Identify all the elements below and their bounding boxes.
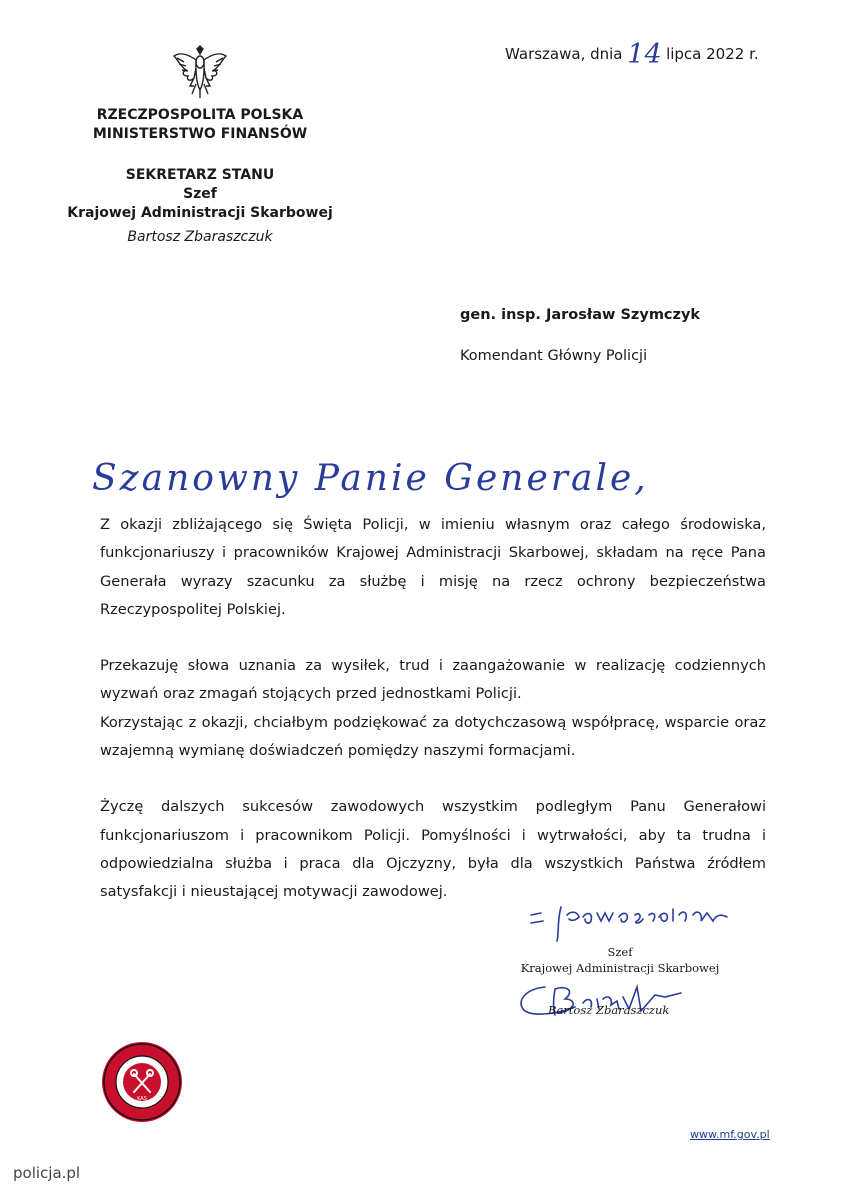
addressee-name: gen. insp. Jarosław Szymczyk (460, 307, 701, 323)
kas-seal-icon (100, 1040, 184, 1124)
sender-header (60, 166, 340, 223)
closing-handwritten (527, 895, 757, 943)
ministry-header (60, 106, 340, 144)
paragraph-1: Z okazji zbliżającego się Święta Policji, w imieniu własnym oraz całego środowiska, funkcjonariuszy i pracowników Krajowej Administracji Skarbowej, składam na ręce Pana Generała wyrazy szacunku za służbę i misję na rzecz ochrony bezpieczeństwa Rzeczypospolitej Polskiej. (100, 516, 766, 618)
salutation-handwritten: Szanowny Panie Generale, (92, 458, 649, 499)
letter-date (505, 35, 759, 70)
watermark-logo: policja.pl (13, 1164, 81, 1182)
sender-name: Bartosz Zbaraszczuk (127, 229, 273, 245)
signature-block (500, 944, 740, 976)
letter-body (100, 511, 766, 907)
paragraph-2: Przekazuję słowa uznania za wysiłek, trud i zaangażowanie w realizację codziennych wyzwań oraz zmagań stojących przed jednostkami Policji. (100, 657, 766, 703)
ministry-name: MINISTERSTWO FINANSÓW (92, 126, 308, 142)
date-prefix: Warszawa, dnia (505, 45, 623, 63)
sender-position: SEKRETARZ STANU (125, 167, 275, 183)
addressee-title: Komendant Główny Policji (460, 348, 648, 364)
signature-institution: Krajowej Administracji Skarbowej (520, 961, 720, 975)
paragraph-4: Życzę dalszych sukcesów zawodowych wszystkim podległym Panu Generałowi funkcjonariuszom i pracownikom Policji. Pomyślności i wytrwałości, aby ta trudna i odpowiedzialna służba i praca dla Ojczyzny, była dla wszystkich Państwa źródłem satysfakcji i nieustającej motywacji zawodowej. (100, 798, 766, 901)
polish-eagle-emblem-icon (170, 40, 230, 100)
paragraph-3: Korzystając z okazji, chciałbym podziękować za dotychczasową współpracę, wsparcie oraz wzajemną wymianę doświadczeń pomiędzy naszymi formacjami. (100, 713, 766, 760)
website-link[interactable]: www.mf.gov.pl (690, 1128, 770, 1141)
date-suffix: lipca 2022 r. (666, 45, 759, 63)
svg-text:KAS: KAS (137, 1096, 147, 1102)
date-day-handwritten: 14 (627, 39, 662, 70)
sender-institution: Krajowej Administracji Skarbowej (67, 205, 333, 221)
signature-name: Bartosz Zbaraszczuk (548, 1003, 670, 1017)
sender-role: Szef (183, 186, 217, 202)
handwritten-signature (515, 975, 695, 1025)
country-name: RZECZPOSPOLITA POLSKA (96, 107, 304, 123)
signature-role: Szef (607, 945, 633, 959)
